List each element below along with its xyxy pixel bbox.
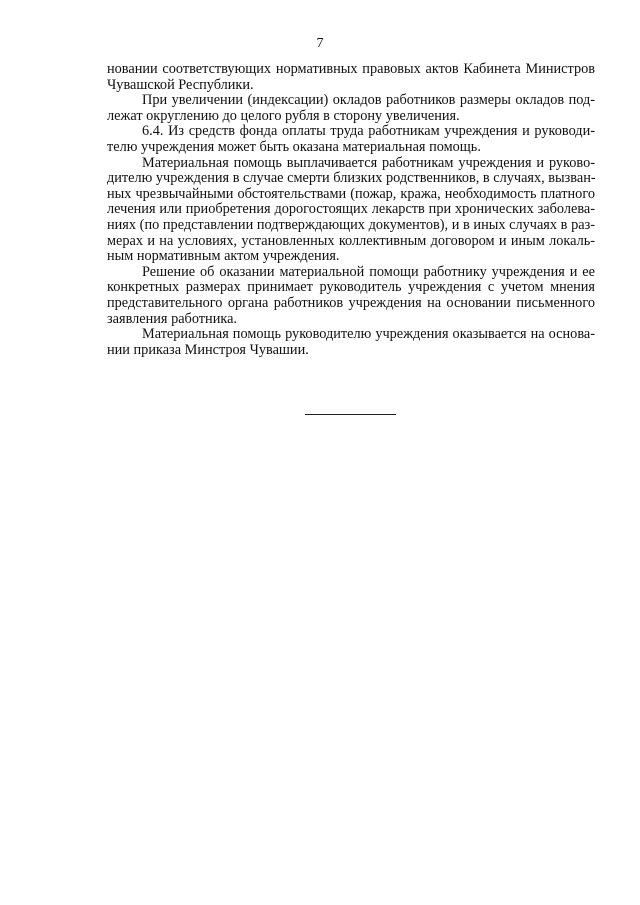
text-line: Материальная помощь выплачивается работникам учреждения и руково- xyxy=(142,154,595,171)
text-line: телю учреждения может быть оказана материальная помощь. xyxy=(107,138,481,155)
paragraph-director-aid xyxy=(107,327,595,358)
text-line: ниях (по представлении подтверждающих документов), и в иных случаях в раз- xyxy=(107,216,595,233)
text-line: Решение об оказании материальной помощи работнику учреждения и ее xyxy=(142,263,595,280)
text-line: мерах и на условиях, установленных коллективным договором и иным локаль- xyxy=(107,232,595,249)
text-line: дителю учреждения в случае смерти близких родственников, в случаях, вызван- xyxy=(107,170,596,187)
text-line: лежат округлению до целого рубля в сторону увеличения. xyxy=(107,107,460,124)
page-number: 7 xyxy=(316,36,324,51)
paragraph-indexation xyxy=(107,93,595,124)
text-line: ных чрезвычайными обстоятельствами (пожар, кража, необходимость платного xyxy=(107,185,595,202)
paragraph-section-6-4 xyxy=(107,124,595,155)
text-line: лечения или приобретения дорогостоящих лекарств при хронических заболева- xyxy=(107,201,595,218)
text-line: Чувашской Республики. xyxy=(107,76,254,93)
text-line: нии приказа Минстроя Чувашии. xyxy=(107,341,309,358)
text-line: Материальная помощь руководителю учреждения оказывается на основа- xyxy=(142,326,595,343)
text-line: 6.4. Из средств фонда оплаты труда работникам учреждения и руководи- xyxy=(142,123,595,140)
text-line: конкретных размерах принимает руководитель учреждения с учетом мнения xyxy=(107,279,595,296)
document-body xyxy=(107,62,595,358)
end-of-document-rule xyxy=(305,414,396,415)
text-line: представительного органа работников учреждения на основании письменного xyxy=(107,294,595,311)
text-line: ным нормативным актом учреждения. xyxy=(107,248,340,265)
paragraph-decision xyxy=(107,265,595,327)
paragraph-material-aid-cases xyxy=(107,156,595,265)
text-line: новании соответствующих нормативных правовых актов Кабинета Министров xyxy=(107,61,595,77)
text-line: При увеличении (индексации) окладов работников размеры окладов под- xyxy=(142,92,595,109)
text-line: заявления работника. xyxy=(107,310,237,327)
paragraph-continuation xyxy=(107,62,595,93)
